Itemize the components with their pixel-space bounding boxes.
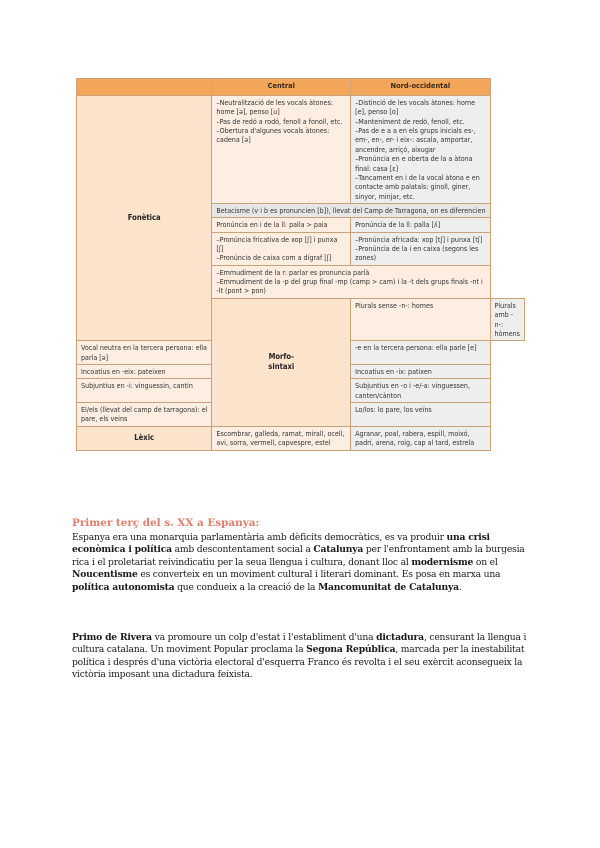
bold-text-run: modernisme: [411, 556, 474, 568]
cell-betacisme: Betacisme (v i b es pronuncien [b]), llevat del Camp de Tarragona, on es diferencien: [212, 203, 490, 217]
bold-text-run: una crisi econòmica i política: [72, 532, 490, 556]
cell-line: –Pronúncia africada: xop [tʃ] i punxa [tʃ]: [355, 234, 483, 244]
bold-text-run: Primo de Rivera: [72, 632, 152, 643]
bold-text-run: Catalunya: [313, 544, 364, 556]
text-run: on el: [473, 556, 498, 568]
cell-central: Incoatius en -eix: pateixen: [77, 364, 212, 378]
cell-line: –Manteniment de redó, fenoll, etc.: [355, 116, 465, 126]
cell-line: –Obertura d'algunes vocals àtones: cadena [ə]: [216, 126, 330, 145]
cell-line: –Emmudiment de la r: parlar es pronuncia parlà: [216, 267, 370, 277]
cell-nord: Plurals amb -n-: hòmens: [490, 298, 524, 340]
section-heading: Primer terç del s. XX a Espanya:: [72, 517, 260, 529]
text-run: va promoure un colp d'estat i l'establiment d'una: [151, 632, 377, 643]
category-morfosintaxi: Morfo- sintaxi: [212, 298, 351, 426]
bold-text-run: Mancomunitat de Catalunya: [318, 581, 459, 593]
cell-nord: -e en la tercera persona: ella parle [e]: [351, 341, 490, 365]
text-run: que condueix a la creació de la: [174, 581, 319, 593]
cell-line: –Pas de e a a en els grups inicials es-, em-, en-, er- i eix-: ascala, amportar, ancendre, arriçó, aixugar: [355, 126, 476, 154]
header-central: Central: [212, 79, 351, 96]
bold-text-run: Noucentisme: [72, 569, 138, 581]
cell-central: [212, 232, 351, 265]
text-run: , marcada per la inestabilitat política i després d'una victòria electoral d'esquerra Franco és revolta i el seu exèrcit aconsegueix la victòria imposant una dictadura feixista.: [72, 644, 525, 681]
category-lexic: Lèxic: [77, 426, 212, 450]
cell-central: [212, 96, 351, 204]
header-nord-occidental: Nord-occidental: [351, 79, 490, 96]
cell-nord: Pronúncia de la ll: palla [ʎ]: [351, 218, 490, 232]
cell-central: Subjuntius en -i: vinguessin, cantin: [77, 379, 212, 403]
table-row: [77, 426, 525, 450]
cell-line: –Pas de redó a rodó, fenoll a fonoll, etc.: [216, 116, 343, 126]
cell-nord: Agranar, poal, rabera, espill, moixó, padrí, arena, roig, cap al tard, estrela: [351, 426, 490, 450]
text-run: es converteix en un moviment cultural i literari dominant. Es posa en marxa una: [137, 569, 501, 581]
dialect-comparison-table: [76, 78, 525, 451]
cell-line: –Emmudiment de la -p del grup final -mp (camp > cam) i la -t dels grups finals -nt i -lt (pont > pon): [216, 277, 483, 296]
cell-nord: [351, 96, 490, 204]
category-fonetica: Fonètica: [77, 96, 212, 341]
cell-line: –Tancament en i de la vocal àtona e en contacte amb palatals: ginoll, giner, sinyor, minjar, etc.: [355, 172, 480, 201]
cell-nord: Incoatius en -ix: patixen: [351, 364, 490, 378]
cell-central: Vocal neutra en la tercera persona: ella parla [ə]: [77, 341, 212, 365]
paragraph-1: [72, 532, 528, 594]
bold-text-run: Segona República: [306, 644, 396, 656]
cell-nord: Subjuntius en -o i -e/-a: vinguessen, canten/cànton: [351, 379, 490, 403]
cell-line: –Pronúncia en e oberta de la a àtona final: casa [ɛ]: [355, 154, 473, 173]
cell-central: Escombrar, galleda, ramat, mirall, ocell, avi, sorra, vermell, capvespre, estel: [212, 426, 351, 450]
text-run: Espanya era una monarquia parlamentària amb dèficits democràtics, es va produir: [72, 532, 447, 543]
header-corner: [77, 79, 212, 96]
paragraph-2: [72, 632, 528, 682]
cell-nord: [351, 232, 490, 265]
cell-emmudiment: [212, 265, 490, 298]
cell-nord: Lo/los: lo pare, los veïns: [351, 403, 490, 427]
cell-central: Plurals sense -n-: homes: [351, 298, 490, 340]
text-run: .: [458, 581, 462, 593]
bold-text-run: política autonomista: [72, 581, 175, 593]
text-run: amb descontentament social a: [171, 544, 314, 556]
cell-line: –Pronúncia fricativa de xop [ʃ] i punxa [ʃ]: [216, 234, 338, 254]
table-header-row: [77, 79, 525, 96]
text-run: per l'enfrontament amb la burgesia rica i el proletariat reivindicatiu per la seua llengua i cultura, donant lloc al: [72, 544, 525, 568]
cell-line: –Pronúncia de la i en caixa (segons les zones): [355, 244, 479, 263]
cell-line: –Pronúncia de caixa com a dígraf [ʃ]: [216, 253, 332, 263]
cell-line: –Distinció de les vocals àtones: home [e], penso [o]: [355, 98, 476, 117]
bold-text-run: dictadura: [376, 632, 424, 643]
text-run: , censurant la llengua i cultura catalana. Un moviment Popular proclama la: [72, 632, 527, 656]
cell-line: –Neutralització de les vocals àtones: home [ə], penso [u]: [216, 98, 333, 117]
cell-central: Pronúncia en i de la ll: palla > paia: [212, 218, 351, 232]
cell-central: El/els (llevat del camp de tarragona): el pare, els veins: [77, 403, 212, 427]
table-row: [77, 96, 525, 204]
